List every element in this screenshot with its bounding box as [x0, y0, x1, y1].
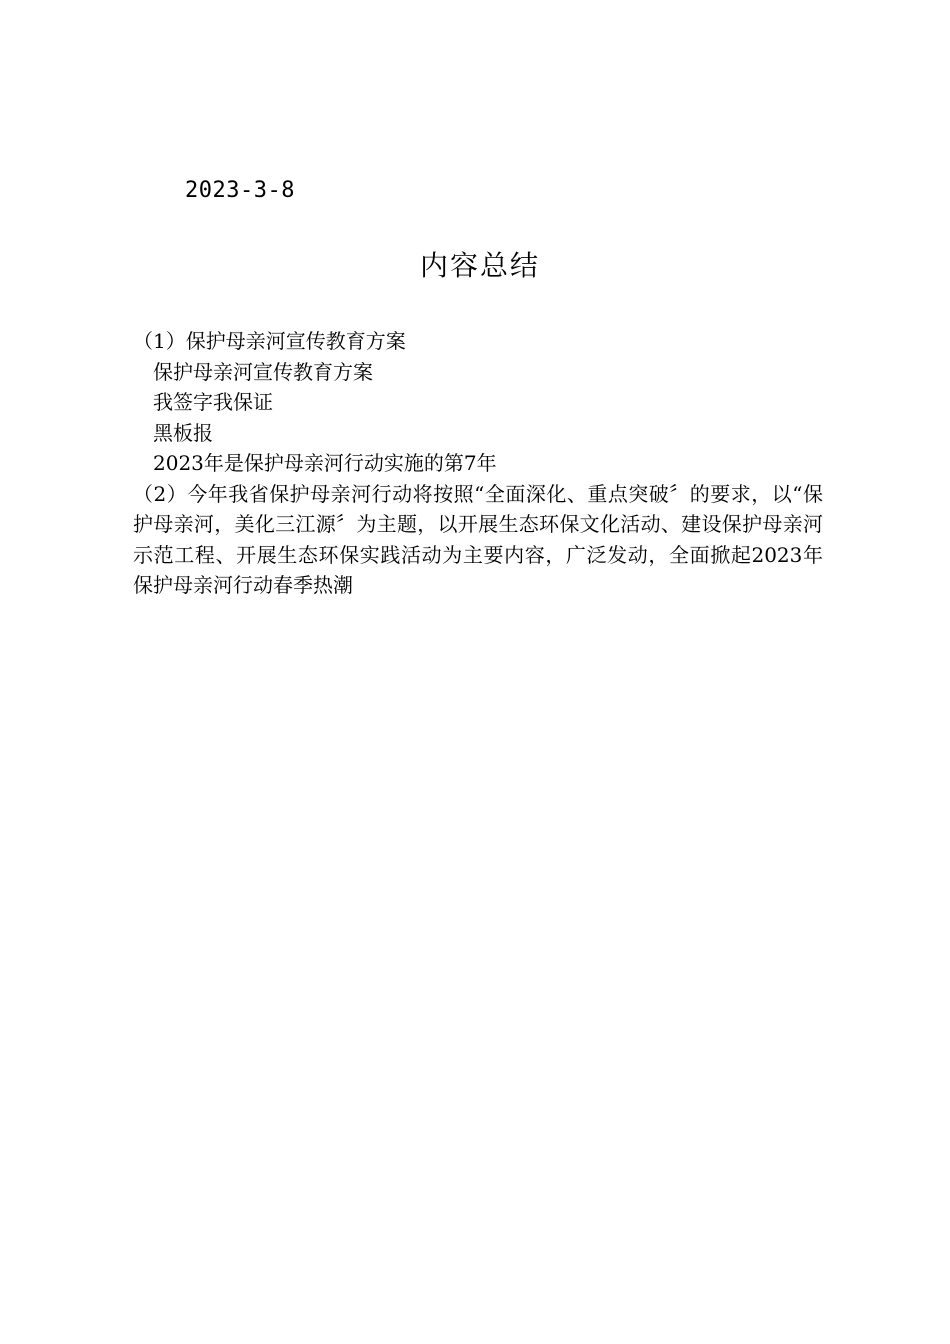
summary-content: [133, 326, 823, 601]
list-item: 保护母亲河宣传教育方案: [153, 359, 373, 384]
list-item: 我签字我保证: [153, 390, 273, 414]
section-1-heading: （1）保护母亲河宣传教育方案: [133, 329, 406, 353]
document-date: 2023-3-8: [185, 178, 295, 203]
page-title: 内容总结: [419, 249, 540, 282]
list-item: 黑板报: [153, 420, 213, 445]
section-2-paragraph: （2）今年我省保护母亲河行动将按照“全面深化、重点突破〞的要求，以“保护母亲河，美化三江源〞为主题，以开展生态环保文化活动、建设保护母亲河示范工程、开展生态环保实践活动为主要内容，广泛发动，全面掀起2023年保护母亲河行动春季热潮: [133, 481, 823, 597]
list-item: 2023年是保护母亲河行动实施的第7年: [153, 451, 497, 475]
